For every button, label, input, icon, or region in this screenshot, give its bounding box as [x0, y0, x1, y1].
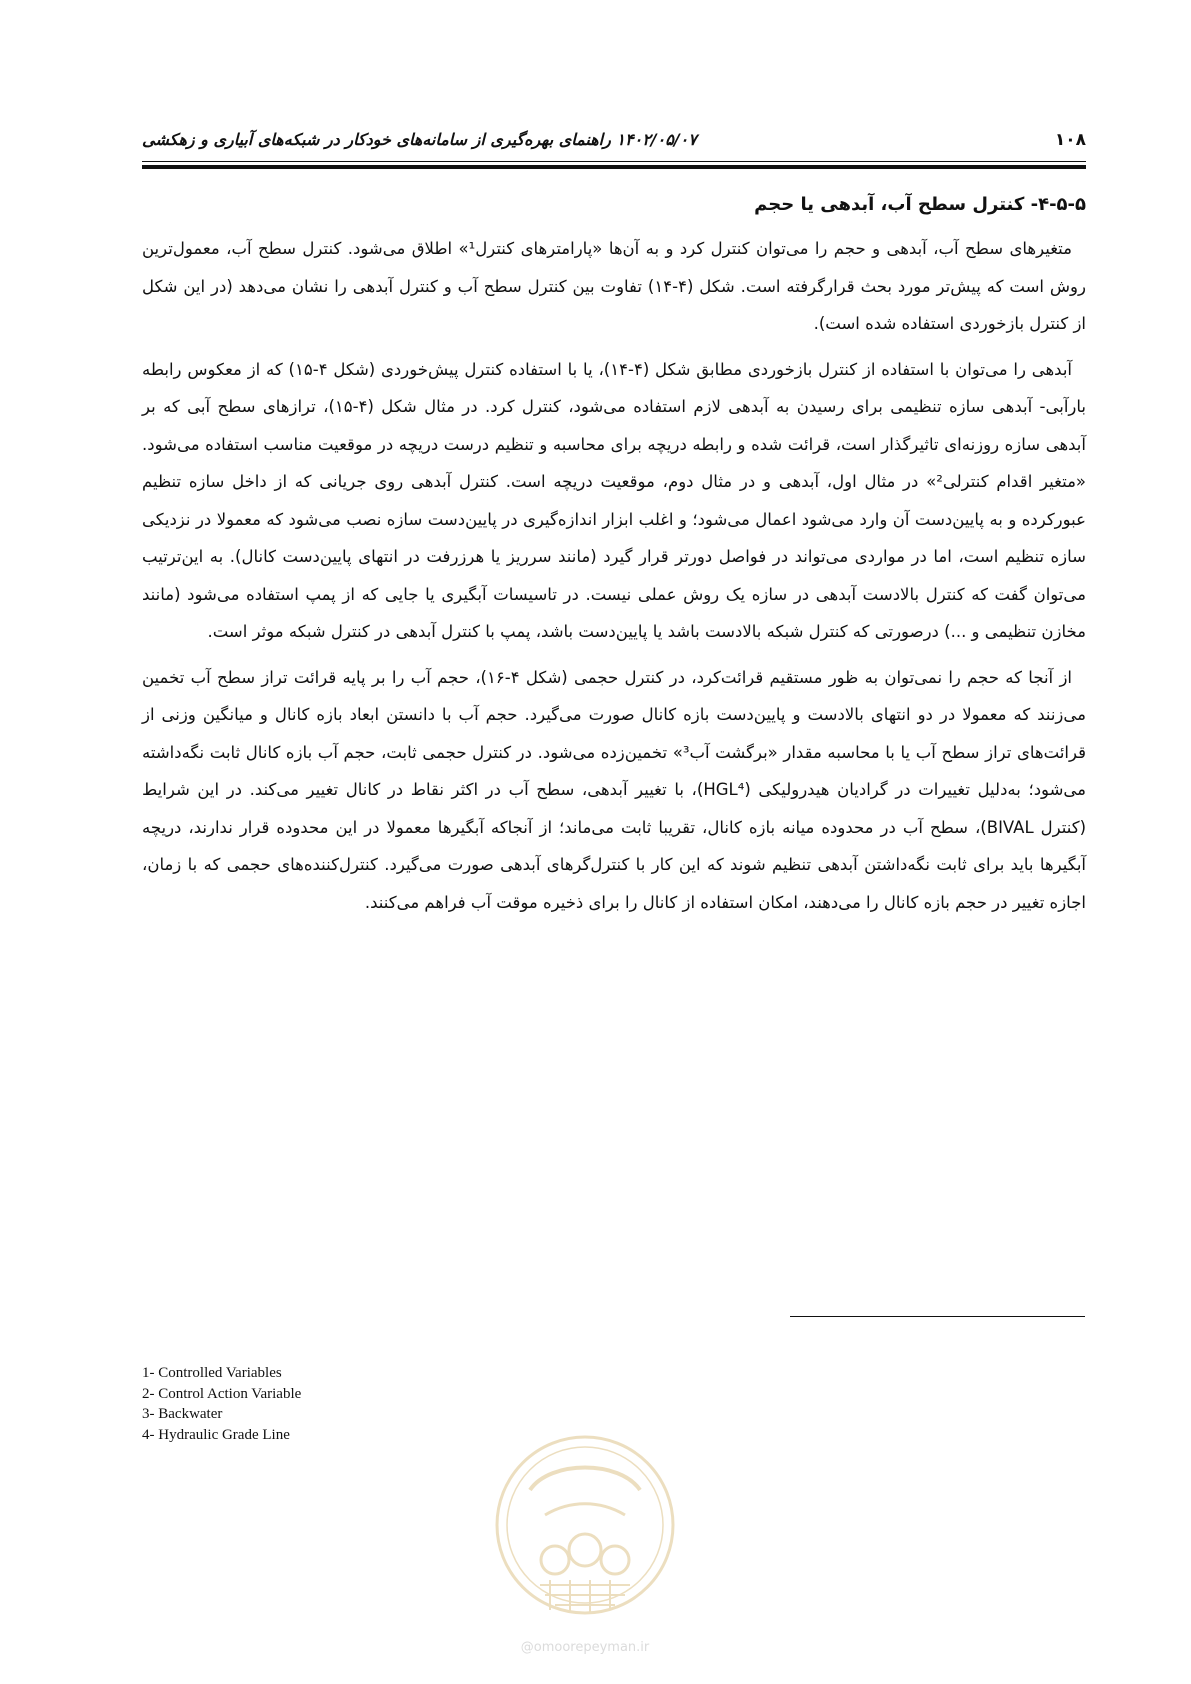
watermark-logo — [490, 1420, 680, 1655]
paragraph: متغیرهای سطح آب، آبدهی و حجم را می‌توان کنترل کرد و به آن‌ها «پارامترهای کنترل¹» اطلاق می‌شود. کنترل سطح آب، معمول‌ترین روش است که پیش‌تر مورد بحث قرارگرفته است. شکل (۴-۱۴) تفاوت بین کنترل سطح آب و کنترل آبدهی را نشان می‌دهد (در این شکل از کنترل بازخوردی استفاده شده است). — [142, 239, 1086, 333]
watermark-seal-icon — [490, 1420, 680, 1635]
main-content — [142, 190, 1086, 929]
footnote-item: 4- Hydraulic Grade Line — [142, 1426, 290, 1443]
header-divider-thin — [142, 161, 1086, 162]
footnote-item: 2- Control Action Variable — [142, 1385, 302, 1402]
section-heading: ۴-۵-۵- کنترل سطح آب، آبدهی یا حجم — [754, 194, 1086, 215]
running-title-text: راهنمای بهره‌گیری از سامانه‌های خودکار در شبکه‌های آبیاری و زهکشی — [142, 130, 611, 149]
running-title — [142, 130, 711, 149]
footnote-item: 1- Controlled Variables — [142, 1365, 282, 1381]
running-title-date: ۱۴۰۲/۰۵/۰۷ — [616, 130, 697, 149]
page-number: ۱۰۸ — [1054, 130, 1086, 150]
page-header — [142, 120, 1086, 160]
watermark-text: @omoorepeyman.ir — [520, 1640, 650, 1655]
paragraph: از آنجا که حجم را نمی‌توان به ظور مستقیم قرائت‌کرد، در کنترل حجمی (شکل ۴-۱۶)، حجم آب را بر پایه قرائت تراز سطح آب تخمین می‌زنند که معمولا در دو انتهای بالادست و پایین‌دست بازه کانال صورت می‌گیرد. حجم آب با دانستن ابعاد بازه کانال و میانگین وزنی از قرائت‌های تراز سطح آب یا با محاسبه مقدار «برگشت آب³» تخمین‌زده می‌شود. در کنترل حجمی ثابت، حجم آب بازه کانال ثابت نگه‌داشته می‌شود؛ به‌دلیل تغییرات در گرادیان هیدرولیکی (HGL⁴)، با تغییر آبدهی، سطح آب در اکثر نقاط در کانال تغییر می‌کند. در این شرایط (کنترل BIVAL)، سطح آب در محدوده میانه بازه کانال، تقریبا ثابت می‌ماند؛ از آنجاکه آبگیرها معمولا در این محدوده قرار ندارند، دریچه آبگیرها باید برای ثابت نگه‌داشتن آبدهی تنظیم شوند که این کار با کنترل‌گرهای آبدهی صورت می‌گیرد. کنترل‌کننده‌های حجمی که با زمان، اجازه تغییر در حجم بازه کانال را می‌دهند، امکان استفاده از کانال را برای ذخیره موقت آب فراهم می‌کنند. — [142, 667, 1087, 912]
paragraph: آبدهی را می‌توان با استفاده از کنترل بازخوردی مطابق شکل (۴-۱۴)، یا با استفاده کنترل پیش‌خوردی (شکل ۴-۱۵) که از معکوس رابطه بارآبی- آبدهی سازه تنظیمی برای رسیدن به آبدهی لازم استفاده می‌شود، کنترل کرد. در مثال شکل (۴-۱۵)، ترازهای سطح آبی که بر آبدهی سازه روزنه‌ای تاثیرگذار است، قرائت شده و رابطه دریچه برای محاسبه و تنظیم درست دریچه در موقعیت مناسب استفاده می‌شود. «متغیر اقدام کنترلی²» در مثال اول، آبدهی و در مثال دوم، موقعیت دریچه است. کنترل آبدهی روی جریانی که از داخل سازه تنظیم عبورکرده و به پایین‌دست آن وارد می‌شود اعمال می‌شود؛ و اغلب ابزار اندازه‌گیری در پایین‌دست سازه نصب می‌شود که معمولا در نزدیکی سازه تنظیم است، اما در مواردی می‌تواند در فواصل دورتر قرار گیرد (مانند سرریز یا هرزرفت در انتهای پایین‌دست کانال). به این‌ترتیب می‌توان گفت که کنترل بالادست آبدهی در سازه یک روش عملی نیست. در تاسیسات آبگیری یا جایی که از پمپ استفاده می‌شود (مانند مخازن تنظیمی و ...) درصورتی که کنترل شبکه بالادست باشد یا پایین‌دست باشد، پمپ با کنترل آبدهی در کنترل شبکه موثر است. — [142, 359, 1087, 641]
footnotes — [142, 1363, 301, 1445]
footnote-item: 3- Backwater — [142, 1406, 223, 1422]
header-divider-thick — [142, 165, 1086, 169]
footnote-divider — [790, 1316, 1085, 1317]
